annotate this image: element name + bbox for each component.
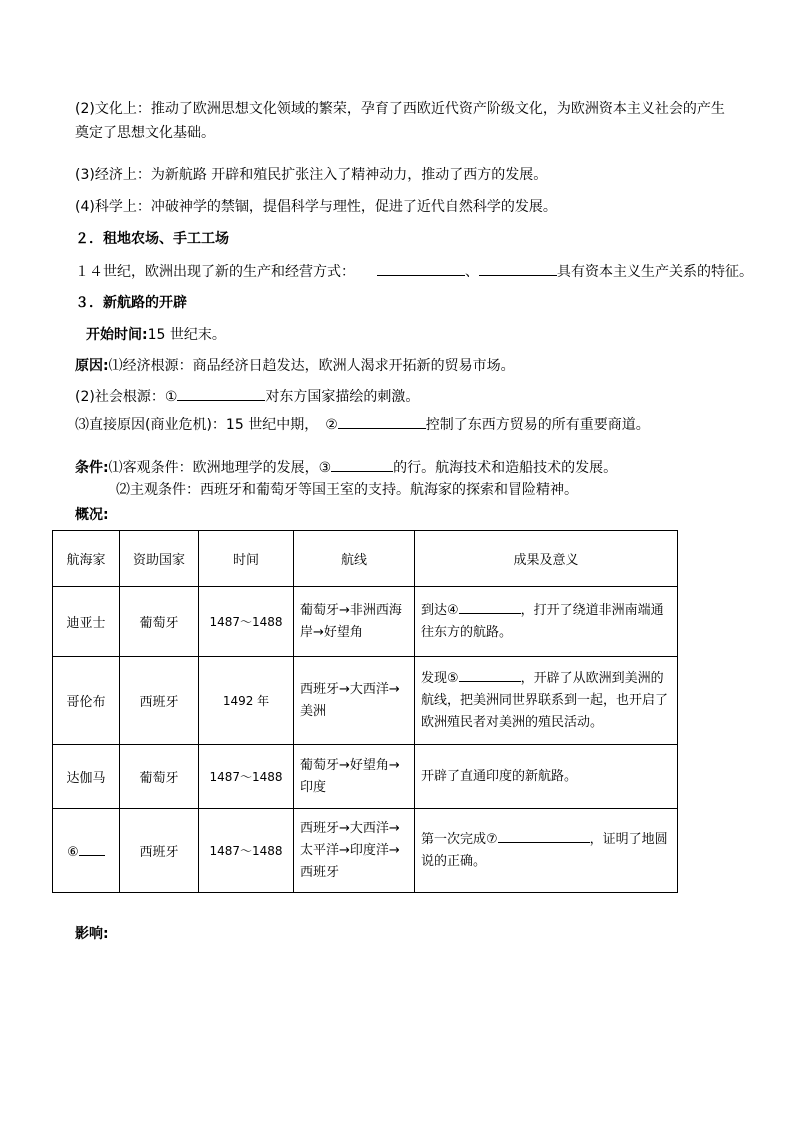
time-cell: 1487～1488 [199,809,294,893]
cause-direct-end: 控制了东西方贸易的所有重要商道。 [425,417,650,433]
table-row [53,745,678,809]
route-cell: 西班牙→大西洋→太平洋→印度洋→西班牙 [294,809,415,893]
navigator-cell [53,809,120,893]
blank-circle-7[interactable] [498,828,590,843]
cause-social: (2)社会根源：① [75,389,178,405]
country-cell: 西班牙 [120,809,199,893]
table-header-row [53,531,678,587]
production-text: １４世纪，欧洲出现了新的生产和经营方式： [75,264,355,280]
cause-line-3 [75,414,650,435]
time-cell: 1487～1488 [199,587,294,657]
header-navigator: 航海家 [53,531,120,587]
section-heading-2: ２．租地农场、手工工场 [75,231,229,247]
blank-1[interactable] [377,261,465,276]
blank-2[interactable] [479,261,557,276]
cause-social-end: 对东方国家描绘的刺激。 [265,389,420,405]
condition-objective-end: 的行。航海技术和造船技术的发展。 [393,460,618,476]
blank-circle-5[interactable] [459,667,521,682]
culture-paragraph: (2)文化上：推动了欧洲思想文化领域的繁荣，孕育了西欧近代资产阶级文化，为欧洲资本主义社会的产生奠定了思想文化基础。 [75,101,725,141]
start-time-value: 15 世纪末。 [147,327,226,343]
economy-paragraph: (3)经济上：为新航路 开辟和殖民扩张注入了精神动力，推动了西方的发展。 [75,167,548,183]
overview-label: 概况: [75,507,109,523]
impact-label: 影响: [75,926,109,942]
time-cell: 1492 年 [199,657,294,745]
country-cell: 葡萄牙 [120,587,199,657]
navigator-cell: 达伽马 [53,745,120,809]
header-time: 时间 [199,531,294,587]
navigator-cell: 哥伦布 [53,657,120,745]
country-cell: 葡萄牙 [120,745,199,809]
blank-circle-2[interactable] [338,414,426,429]
section-heading-3: ３．新航路的开辟 [75,295,187,311]
result-cell: 开辟了直通印度的新航路。 [415,745,678,809]
result-cell [415,657,678,745]
production-paragraph [75,261,753,282]
cause-economic: ⑴经济根源：商品经济日趋发达，欧洲人渴求开拓新的贸易市场。 [108,358,515,374]
country-cell: 西班牙 [120,657,199,745]
result-text: 发现⑤ [421,671,459,686]
result-text: 到达④ [421,603,459,618]
cause-direct: ⑶直接原因(商业危机)：15 世纪中期， ② [75,417,338,433]
cause-line-2 [75,386,419,407]
start-time-line [86,325,226,345]
result-text-end: ，打开了绕道非洲南端通往东方的航路。 [421,603,664,640]
header-route: 航线 [294,531,415,587]
table-row [53,657,678,745]
time-cell: 1487～1488 [199,745,294,809]
voyages-table [52,530,678,893]
result-cell [415,587,678,657]
route-cell: 西班牙→大西洋→美洲 [294,657,415,745]
result-text: 第一次完成⑦ [421,832,498,847]
cause-line-1 [75,356,515,376]
condition-line-2: ⑵主观条件：西班牙和葡萄牙等国王室的支持。航海家的探索和冒险精神。 [116,482,578,498]
result-cell [415,809,678,893]
science-paragraph: (4)科学上：冲破神学的禁锢，提倡科学与理性，促进了近代自然科学的发展。 [75,199,557,215]
blank-circle-1[interactable] [177,386,265,401]
table-row [53,809,678,893]
header-country: 资助国家 [120,531,199,587]
production-text-end: 具有资本主义生产关系的特征。 [557,264,753,280]
result-text-end: ，证明了地圆说的正确。 [421,832,668,869]
result-text-end: ，开辟了从欧洲到美洲的航线，把美洲同世界联系到一起，也开启了欧洲殖民者对美洲的殖民活动。 [421,671,669,730]
cause-label: 原因: [75,358,109,374]
condition-label: 条件: [75,460,109,476]
start-time-label: 开始时间: [86,327,148,343]
condition-line-1 [75,457,617,478]
navigator-circle-6: ⑥ [67,845,79,860]
condition-objective: ⑴客观条件：欧洲地理学的发展，③ [108,460,332,476]
blank-circle-4[interactable] [459,599,521,614]
route-cell: 葡萄牙→非洲西海岸→好望角 [294,587,415,657]
route-cell: 葡萄牙→好望角→印度 [294,745,415,809]
blank-circle-3[interactable] [331,457,393,472]
table-row [53,587,678,657]
separator: 、 [465,264,479,280]
header-result: 成果及意义 [415,531,678,587]
navigator-cell: 迪亚士 [53,587,120,657]
blank-circle-6[interactable] [79,841,105,856]
